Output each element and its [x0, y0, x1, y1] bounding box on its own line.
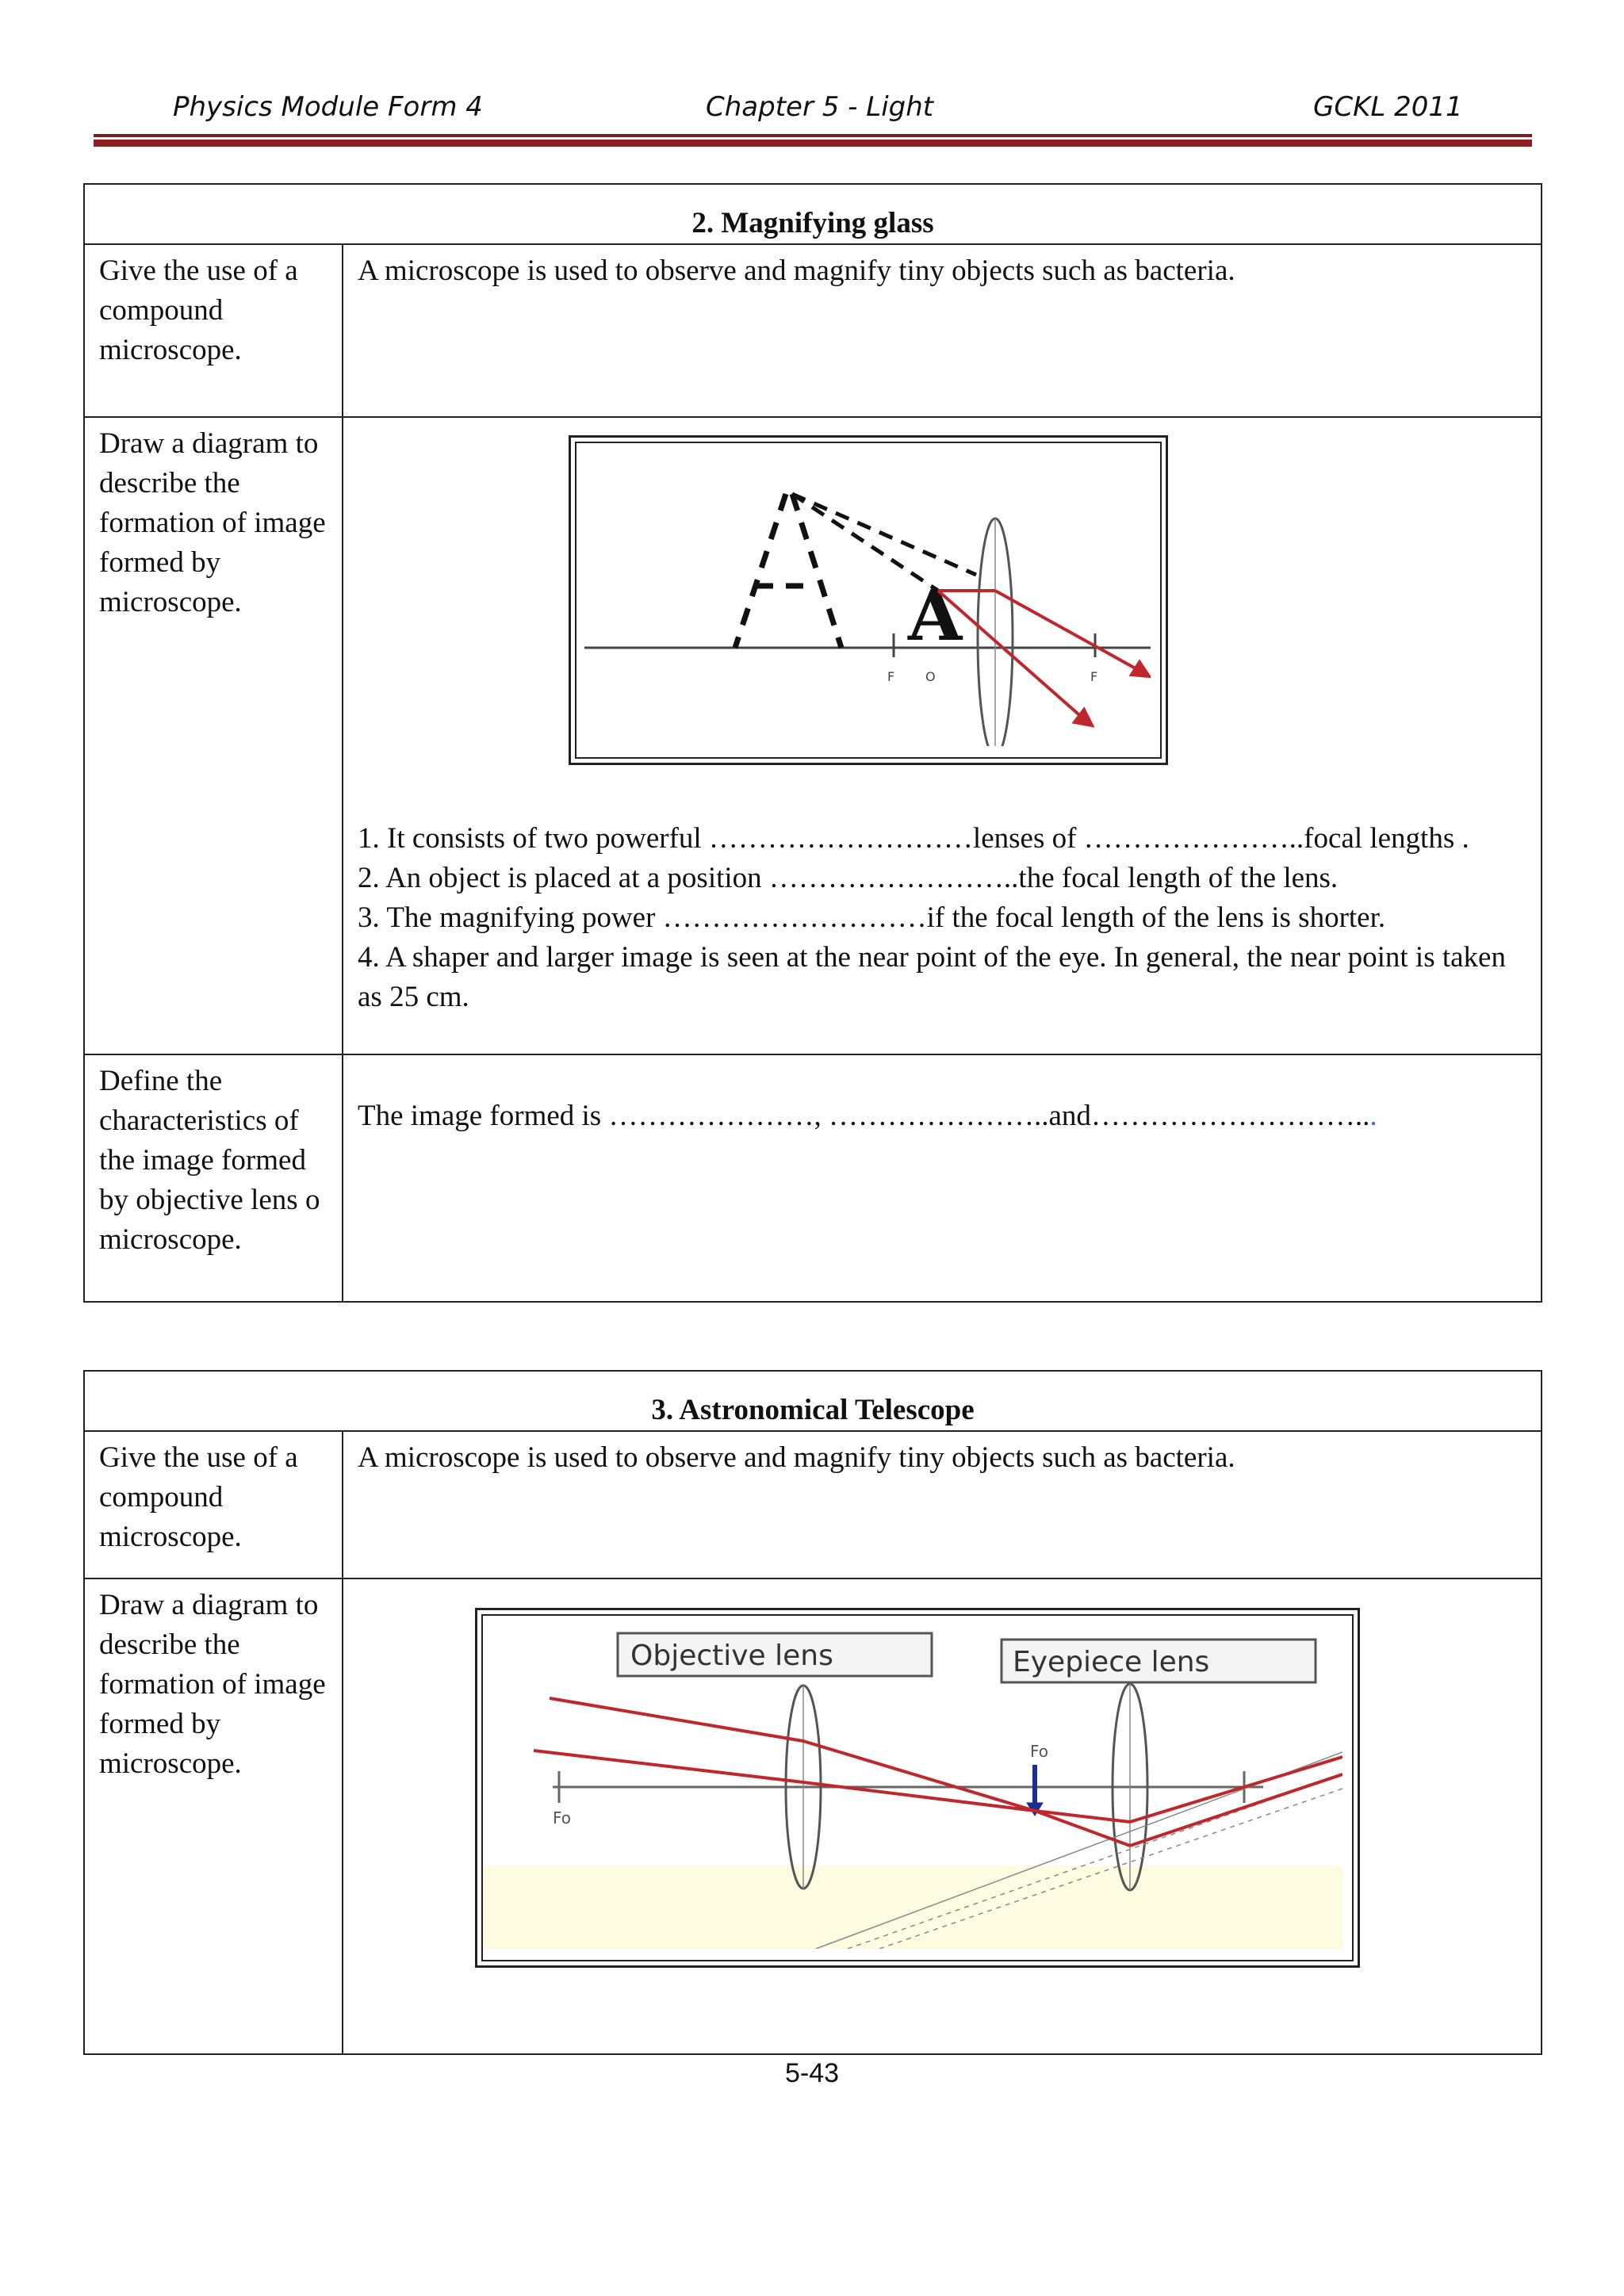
- answer-cell: [343, 1054, 1542, 1302]
- magnifier-ray-diagram: [576, 443, 1151, 746]
- header-rule-thick: [94, 140, 1532, 147]
- refracted-rays: [938, 591, 1149, 725]
- step-item: 1. It consists of two powerful ………………………lenses of …………………..focal lengths .: [358, 822, 1469, 855]
- answer-cell: [343, 417, 1542, 1054]
- optical-centre-label: O: [925, 669, 936, 684]
- fill-blank-answer: The image formed is …………………, …………………..and………………………..: [358, 1100, 1370, 1132]
- blank-dot: .: [1369, 1100, 1377, 1132]
- header-module-title: Physics Module Form 4: [173, 91, 483, 123]
- header-school: GCKL 2011: [1313, 91, 1463, 123]
- answer-cell: [343, 1578, 1542, 2054]
- step-item: 4. A shaper and larger image is seen at the near point of the eye. In general, the near point is taken as 25 cm.: [358, 941, 1506, 1013]
- fo-left-label: Fo: [553, 1808, 572, 1827]
- question-cell: Define the characteristics of the image formed by objective lens o microscope.: [84, 1054, 343, 1302]
- object-label: A: [908, 574, 963, 656]
- header-chapter: Chapter 5 - Light: [706, 91, 934, 123]
- focal-point-right-label: F: [1090, 669, 1098, 684]
- question-cell: Draw a diagram to describe the formation of image formed by microscope.: [84, 1578, 343, 2054]
- step-list: [358, 819, 1526, 1017]
- astronomical-telescope-table: [83, 1370, 1542, 2055]
- objective-lens-label: Objective lens: [630, 1640, 833, 1672]
- section-title: 2. Magnifying glass: [84, 184, 1542, 244]
- telescope-ray-diagram: [483, 1616, 1342, 1949]
- answer-cell: A microscope is used to observe and magnify tiny objects such as bacteria.: [343, 244, 1542, 417]
- telescope-diagram: [475, 1608, 1360, 1968]
- magnifying-glass-table: [83, 183, 1542, 1303]
- eyepiece-lens-label: Eyepiece lens: [1013, 1646, 1210, 1678]
- answer-cell: A microscope is used to observe and magnify tiny objects such as bacteria.: [343, 1431, 1542, 1578]
- question-cell: Draw a diagram to describe the formation of image formed by microscope.: [84, 417, 343, 1054]
- question-cell: Give the use of a compound microscope.: [84, 244, 343, 417]
- step-item: 2. An object is placed at a position ……………………..the focal length of the lens.: [358, 862, 1339, 894]
- virtual-image-dashed-a: [735, 494, 841, 648]
- section-title: 3. Astronomical Telescope: [84, 1371, 1542, 1431]
- step-item: 3. The magnifying power ………………………if the focal length of the lens is shorter.: [358, 901, 1386, 934]
- focal-point-left-label: F: [887, 669, 895, 684]
- header-rule-thin: [94, 134, 1532, 137]
- page-number: 5-43: [784, 2058, 840, 2088]
- fo-mid-label: Fo: [1030, 1742, 1049, 1761]
- question-cell: Give the use of a compound microscope.: [84, 1431, 343, 1578]
- magnifying-glass-diagram: [569, 435, 1168, 765]
